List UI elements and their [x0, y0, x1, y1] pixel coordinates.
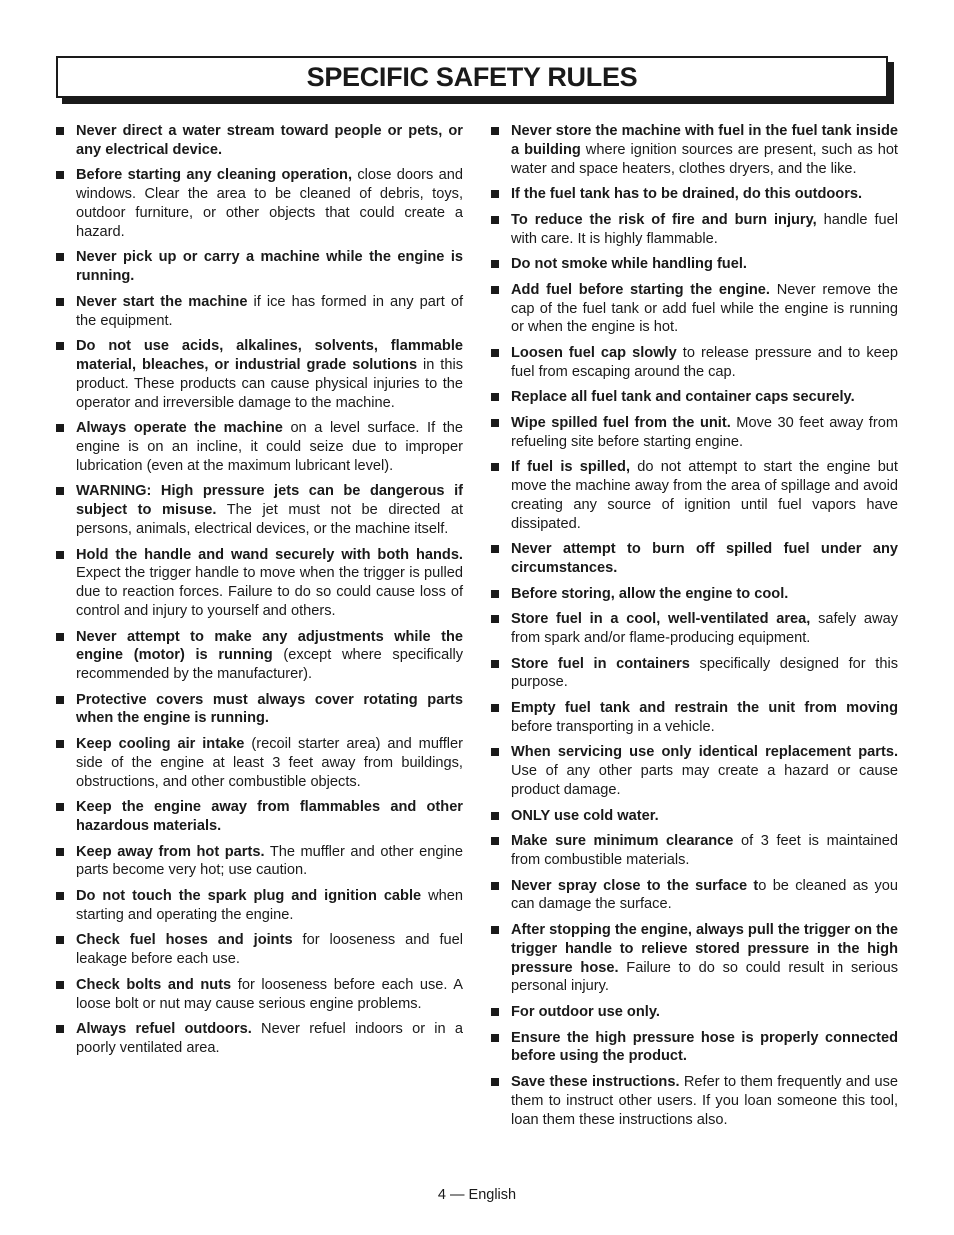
square-bullet-icon — [56, 253, 64, 261]
square-bullet-icon — [491, 837, 499, 845]
square-bullet-icon — [491, 660, 499, 668]
rule-heading: Make sure minimum clearance — [511, 833, 734, 850]
rule-item — [491, 458, 898, 533]
page-title: SPECIFIC SAFETY RULES — [306, 61, 638, 92]
rule-heading: Store fuel in containers — [511, 655, 690, 672]
rule-item — [491, 921, 898, 996]
square-bullet-icon — [491, 882, 499, 890]
square-bullet-icon — [491, 590, 499, 598]
rule-text: Move 30 feet away from refueling site before starting engine. — [511, 414, 898, 450]
square-bullet-icon — [491, 419, 499, 427]
square-bullet-icon — [491, 1078, 499, 1086]
rule-heading: If the fuel tank has to be drained, do this outdoors. — [511, 186, 863, 203]
rule-text: safely away from spark and/or flame-producing equipment. — [511, 611, 898, 647]
rule-text: The muffler and other engine parts become very hot; use caution. — [76, 843, 463, 879]
rule-heading: Keep the engine away from flammables and other hazardous materials. — [76, 799, 463, 835]
rule-text: of 3 feet is maintained from combustible materials. — [511, 833, 898, 869]
rule-item — [491, 655, 898, 693]
rule-item — [491, 540, 898, 578]
rule-item — [56, 691, 463, 729]
square-bullet-icon — [491, 260, 499, 268]
square-bullet-icon — [491, 704, 499, 712]
rule-heading: Wipe spilled fuel from the unit. — [511, 414, 731, 431]
rule-heading: Never spray close to the surface t — [511, 877, 759, 894]
rule-item — [491, 1073, 898, 1129]
rule-item — [491, 877, 898, 915]
square-bullet-icon — [56, 981, 64, 989]
square-bullet-icon — [491, 615, 499, 623]
rule-text: The jet must not be directed at persons, animals, electrical devices, or the machine itself. — [76, 502, 463, 537]
rule-heading: Do not touch the spark plug and ignition cable — [76, 888, 422, 905]
rule-heading: For outdoor use only. — [511, 1004, 660, 1021]
rule-heading: After stopping the engine, always pull the trigger on the trigger handle to relieve stored pressure in the high pressure hose. — [511, 922, 898, 976]
rule-item — [56, 628, 463, 684]
rule-item — [491, 1003, 898, 1022]
rule-heading: Keep cooling air intake — [76, 736, 245, 753]
rule-heading: Empty fuel tank and restrain the unit from moving — [511, 700, 898, 717]
rule-heading: When servicing use only identical replacement parts. — [511, 744, 898, 761]
rule-text: Never remove the cap of the fuel tank or add fuel while the engine is running or when the engine is hot. — [511, 281, 899, 336]
rule-heading: WARNING: High pressure jets can be dangerous if subject to misuse. — [76, 483, 463, 519]
rule-heading: Replace all fuel tank and container caps securely. — [511, 389, 855, 406]
rule-item — [491, 414, 898, 452]
square-bullet-icon — [56, 127, 64, 135]
square-bullet-icon — [491, 286, 499, 294]
rule-item — [56, 482, 463, 538]
rule-item — [56, 546, 463, 621]
rule-item — [56, 166, 463, 241]
rule-text: do not attempt to start the engine but move the machine away from the area of spillage and avoid creating any source of ignition until fuel vapors have dissipated. — [511, 459, 898, 532]
rule-item — [491, 1029, 898, 1067]
square-bullet-icon — [491, 216, 499, 224]
square-bullet-icon — [56, 633, 64, 641]
rule-item — [491, 122, 898, 178]
square-bullet-icon — [491, 926, 499, 934]
rule-text: in this product. These products can cause physical injuries to the operator and irreversible damage to the machine. — [76, 356, 463, 411]
rule-heading: Never attempt to make any adjustments while the engine (motor) is running — [76, 628, 463, 664]
rule-item — [491, 388, 898, 407]
rule-text: Use of any other parts may create a hazard or cause product damage. — [511, 763, 898, 799]
square-bullet-icon — [491, 463, 499, 471]
rule-text: Refer to them frequently and use them to instruct other users. If you loan someone this tool, loan them these instructions also. — [511, 1074, 898, 1128]
rule-text: handle fuel with care. It is highly flammable. — [511, 211, 898, 247]
rule-text: where ignition sources are present, such as hot water and space heaters, clothes dryers, and the like. — [511, 141, 898, 177]
rule-heading: Do not use acids, alkalines, solvents, flammable material, bleaches, or industrial grade solutions — [76, 338, 463, 373]
rule-item — [56, 248, 463, 286]
rule-heading: Ensure the high pressure hose is properly connected before using the product. — [511, 1029, 898, 1065]
rule-text: (except where specifically recommended by the manufacturer). — [76, 647, 463, 683]
rule-heading: Loosen fuel cap slowly — [511, 344, 677, 361]
square-bullet-icon — [56, 848, 64, 856]
rule-heading: Never direct a water stream toward people or pets, or any electrical device. — [76, 123, 463, 158]
square-bullet-icon — [491, 393, 499, 401]
square-bullet-icon — [491, 1034, 499, 1042]
rule-text: for looseness and fuel leakage before each use. — [76, 932, 463, 968]
square-bullet-icon — [56, 1025, 64, 1033]
rule-item — [56, 122, 463, 160]
rule-text: before transporting in a vehicle. — [511, 718, 715, 735]
square-bullet-icon — [56, 551, 64, 559]
rule-item — [491, 832, 898, 870]
rule-heading: To reduce the risk of fire and burn injury, — [511, 211, 817, 228]
square-bullet-icon — [56, 803, 64, 811]
rule-heading: ONLY use cold water. — [511, 807, 659, 824]
rule-item — [56, 798, 463, 836]
rule-heading: Hold the handle and wand securely with both hands. — [76, 546, 463, 563]
rule-item — [491, 807, 898, 826]
rule-heading: Never attempt to burn off spilled fuel under any circumstances. — [511, 541, 898, 577]
rule-item — [56, 931, 463, 969]
rule-text: for looseness before each use. A loose bolt or nut may cause serious engine problems. — [76, 976, 463, 1012]
rule-item — [56, 976, 463, 1014]
rule-text: Failure to do so could result in serious personal injury. — [511, 959, 898, 995]
rule-item — [56, 735, 463, 791]
rule-heading: Protective covers must always cover rotating parts when the engine is running. — [76, 691, 463, 727]
rule-text: specifically designed for this purpose. — [511, 655, 898, 691]
rule-item — [491, 610, 898, 648]
rule-item — [491, 185, 898, 204]
rule-item — [56, 843, 463, 881]
rule-text: close doors and windows. Clear the area to be cleaned of debris, toys, outdoor furniture, or other objects that could create a hazard. — [76, 167, 463, 240]
rule-item — [491, 211, 898, 249]
square-bullet-icon — [491, 748, 499, 756]
rule-heading: Keep away from hot parts. — [76, 843, 265, 860]
rule-item — [56, 337, 463, 412]
square-bullet-icon — [56, 696, 64, 704]
rule-item — [491, 255, 898, 274]
square-bullet-icon — [56, 424, 64, 432]
rule-heading: Never store the machine with fuel in the fuel tank inside a building — [511, 123, 898, 158]
rule-heading: Do not smoke while handling fuel. — [511, 256, 747, 273]
rules-list-right — [491, 122, 898, 1136]
square-bullet-icon — [491, 812, 499, 820]
rule-heading: Save these instructions. — [511, 1074, 680, 1090]
rule-heading: Store fuel in a cool, well-ventilated area, — [511, 611, 811, 628]
rules-list-left — [56, 122, 463, 1065]
rule-item — [56, 293, 463, 331]
rule-item — [56, 419, 463, 475]
square-bullet-icon — [491, 545, 499, 553]
rule-text: o be cleaned as you can damage the surface. — [511, 877, 898, 913]
rule-heading: Before starting any cleaning operation, — [76, 167, 353, 184]
rule-item — [491, 344, 898, 382]
square-bullet-icon — [491, 190, 499, 198]
rule-text: Never refuel indoors or in a poorly ventilated area. — [76, 1021, 464, 1057]
square-bullet-icon — [56, 487, 64, 495]
square-bullet-icon — [491, 1008, 499, 1016]
rule-heading: Before storing, allow the engine to cool. — [511, 585, 789, 602]
square-bullet-icon — [56, 298, 64, 306]
title-banner — [56, 56, 888, 98]
page-footer: 4 — English — [437, 1187, 517, 1203]
rule-heading: Always operate the machine — [76, 420, 283, 437]
rule-heading: Never pick up or carry a machine while the engine is running. — [76, 249, 463, 285]
square-bullet-icon — [56, 936, 64, 944]
square-bullet-icon — [56, 740, 64, 748]
rule-heading: Check fuel hoses and joints — [76, 932, 293, 949]
square-bullet-icon — [491, 127, 499, 135]
rule-item — [491, 699, 898, 737]
rule-heading: Check bolts and nuts — [76, 976, 232, 993]
rule-item — [491, 743, 898, 799]
rule-text: when starting and operating the engine. — [76, 888, 463, 923]
rule-heading: If fuel is spilled, — [511, 459, 630, 476]
rule-text: to release pressure and to keep fuel from escaping around the cap. — [511, 344, 898, 380]
rule-heading: Always refuel outdoors. — [76, 1021, 252, 1038]
rule-text: if ice has formed in any part of the equipment. — [76, 293, 464, 329]
rule-item — [491, 281, 898, 337]
rule-heading: Never start the machine — [76, 293, 248, 310]
rule-item — [56, 887, 463, 925]
rule-item — [491, 585, 898, 604]
rule-text: on a level surface. If the engine is on an incline, it could seize due to improper lubrication (even at the maximum lubricant level). — [76, 420, 464, 474]
rule-heading: Add fuel before starting the engine. — [511, 281, 770, 298]
square-bullet-icon — [56, 342, 64, 350]
rule-item — [56, 1020, 463, 1058]
rule-text: Expect the trigger handle to move when the trigger is pulled due to reaction forces. Failure to do so could cause loss of control and injury to yourself and others. — [76, 565, 463, 619]
rule-text: (recoil starter area) and muffler side of the engine at least 3 feet away from buildings, obstructions, and other combustible objects. — [76, 736, 464, 790]
square-bullet-icon — [56, 171, 64, 179]
square-bullet-icon — [56, 892, 64, 900]
square-bullet-icon — [491, 349, 499, 357]
